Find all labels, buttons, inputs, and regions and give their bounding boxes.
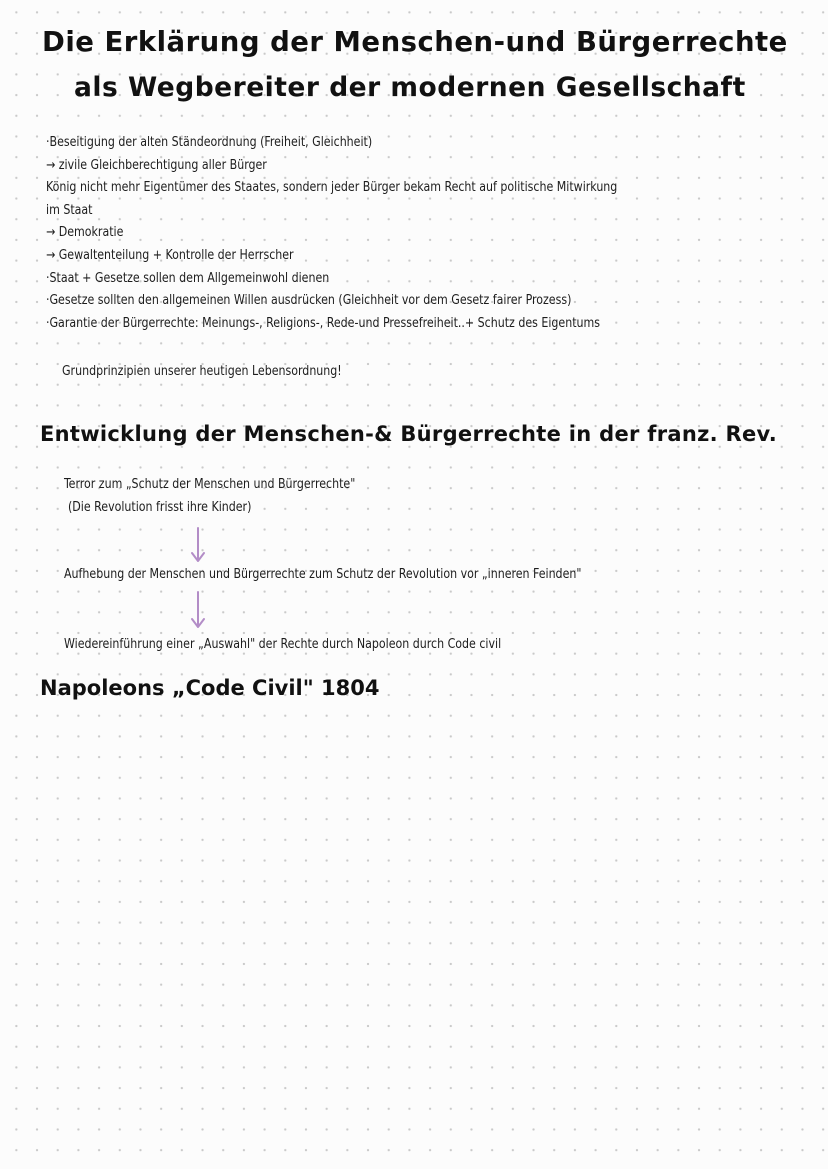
page-title-line-1: Die Erklärung der Menschen-und Bürgerrechte	[42, 26, 788, 58]
note-line: → Gewaltenteilung + Kontrolle der Herrscher	[46, 247, 294, 263]
note-line: ·Garantie der Bürgerrechte: Meinungs-, Religions-, Rede-und Pressefreiheit..+ Schutz des Eigentums	[46, 315, 601, 331]
down-arrow-icon	[191, 527, 205, 563]
note-line: ·Gesetze sollten den allgemeinen Willen ausdrücken (Gleichheit vor dem Gesetz fairer Prozess)	[46, 293, 572, 309]
section-title: Entwicklung der Menschen-& Bürgerrechte in der franz. Rev.	[40, 422, 778, 446]
notes-list	[46, 132, 617, 335]
note-line: → Demokratie	[46, 225, 124, 241]
page-title-line-2: als Wegbereiter der modernen Gesellschaft	[74, 72, 746, 103]
flow-step-terror-note: (Die Revolution frisst ihre Kinder)	[68, 500, 252, 515]
flow-step-terror: Terror zum „Schutz der Menschen und Bürgerrechte"	[64, 477, 356, 492]
note-line: ·Staat + Gesetze sollen dem Allgemeinwohl dienen	[46, 270, 330, 286]
down-arrow-icon	[191, 591, 205, 629]
subsection-title: Napoleons „Code Civil" 1804	[40, 676, 380, 700]
note-line: im Staat	[46, 202, 93, 218]
summary-note: Grundprinzipien unserer heutigen Lebensordnung!	[62, 364, 342, 379]
flow-step-suspension: Aufhebung der Menschen und Bürgerrechte zum Schutz der Revolution vor „inneren Feinden"	[64, 567, 582, 582]
note-line: ·Beseitigung der alten Ständeordnung (Freiheit, Gleichheit)	[46, 135, 373, 150]
flow-step-reintroduction: Wiedereinführung einer „Auswahl" der Rechte durch Napoleon durch Code civil	[64, 637, 502, 652]
note-line: → zivile Gleichberechtigung aller Bürger	[46, 157, 267, 173]
note-line: König nicht mehr Eigentümer des Staates, sondern jeder Bürger bekam Recht auf politische Mitwirkung	[46, 180, 618, 196]
